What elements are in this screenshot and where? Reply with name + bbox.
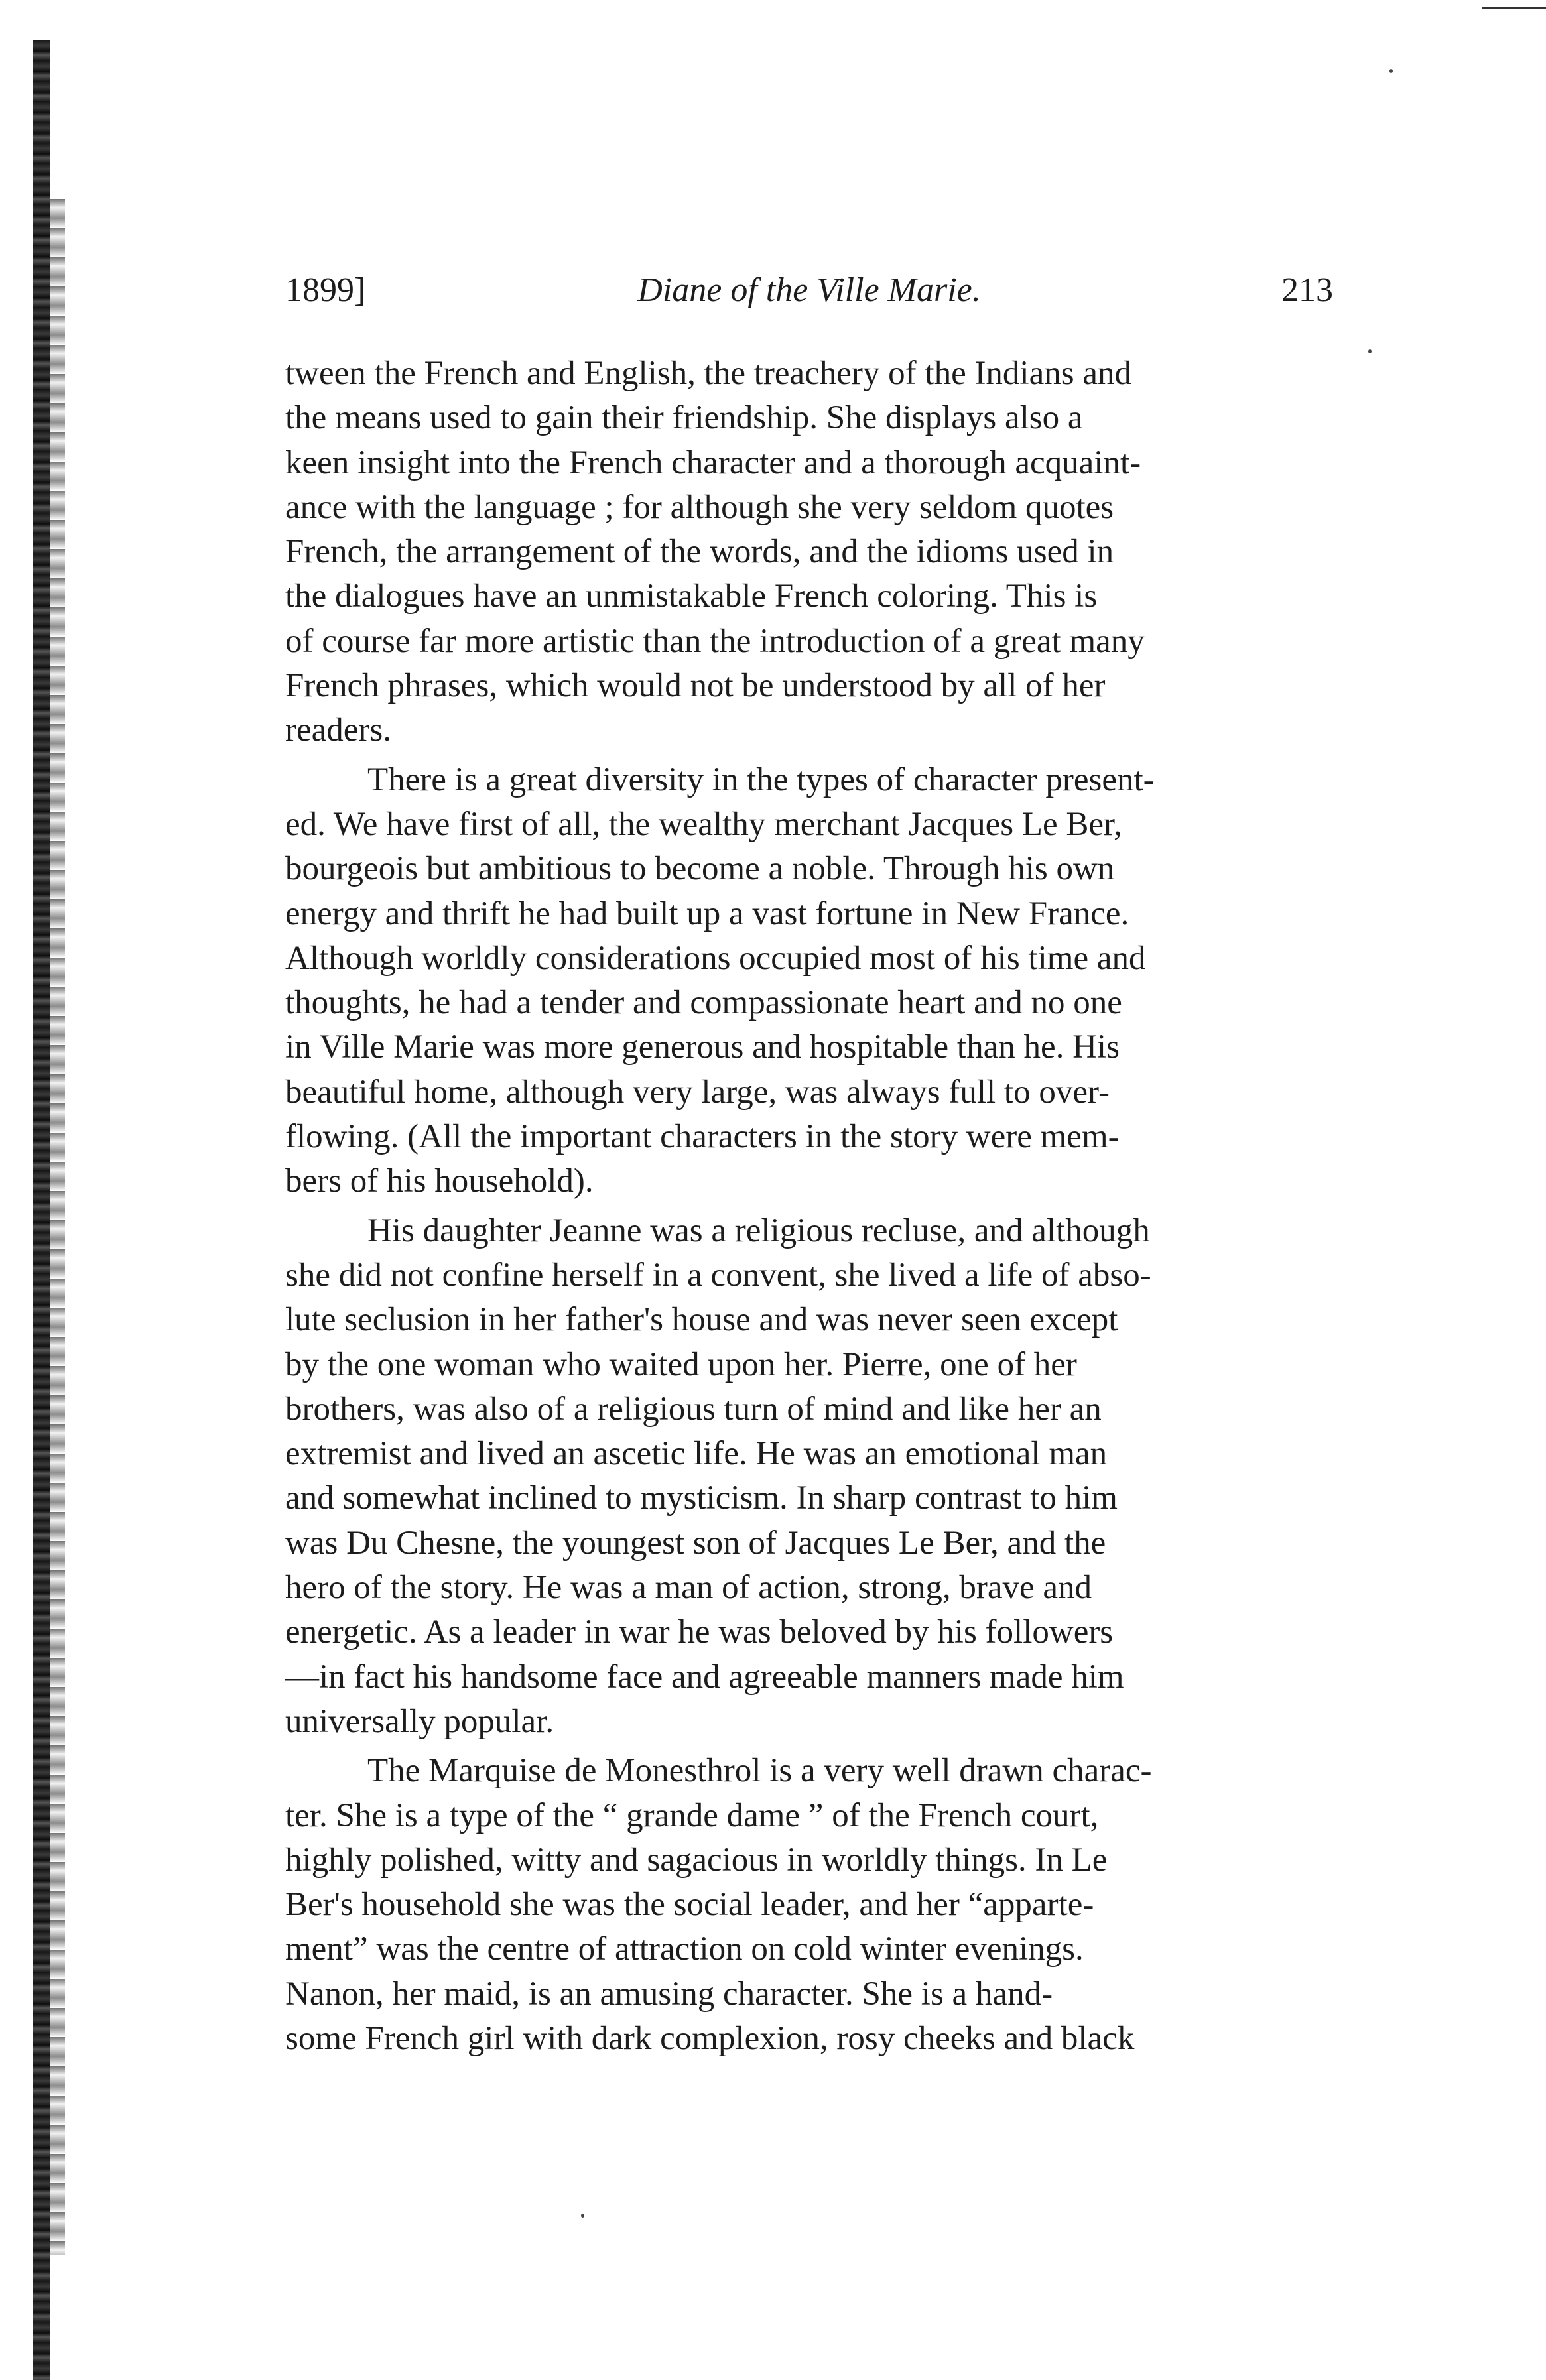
text-line: the dialogues have an unmistakable French coloring. This is <box>285 578 1098 615</box>
text-line: and somewhat inclined to mysticism. In sharp contrast to him <box>285 1479 1118 1517</box>
page-binding-fringe <box>50 199 65 2255</box>
text-line: There is a great diversity in the types of character present- <box>367 761 1155 798</box>
text-line: highly polished, witty and sagacious in worldly things. In Le <box>285 1841 1108 1879</box>
text-line: Ber's household she was the social leader, and her “apparte- <box>285 1886 1094 1924</box>
running-head <box>285 267 1333 314</box>
text-line: flowing. (All the important characters in the story were mem- <box>285 1118 1120 1156</box>
scan-speck <box>1389 69 1393 73</box>
paragraph <box>285 758 1333 1204</box>
text-line: ed. We have first of all, the wealthy merchant Jacques Le Ber, <box>285 805 1122 843</box>
text-line: —in fact his handsome face and agreeable manners made him <box>285 1658 1124 1696</box>
text-line: readers. <box>285 712 391 749</box>
text-line: Nanon, her maid, is an amusing character. She is a hand- <box>285 1975 1053 2013</box>
scan-corner-rule <box>1482 7 1546 9</box>
text-line: keen insight into the French character and a thorough acquaint- <box>285 444 1141 481</box>
text-line: hero of the story. He was a man of action, strong, brave and <box>285 1569 1092 1607</box>
text-line: ance with the language ; for although she very seldom quotes <box>285 488 1114 526</box>
text-line: tween the French and English, the treachery of the Indians and <box>285 355 1131 392</box>
text-line: ment” was the centre of attraction on cold winter evenings. <box>285 1930 1084 1968</box>
text-line: some French girl with dark complexion, rosy cheeks and black <box>285 2019 1135 2057</box>
text-line: was Du Chesne, the youngest son of Jacques Le Ber, and the <box>285 1524 1106 1562</box>
text-line: brothers, was also of a religious turn of mind and like her an <box>285 1390 1102 1428</box>
text-line: beautiful home, although very large, was always full to over- <box>285 1073 1110 1111</box>
page-binding-shadow <box>33 40 50 2380</box>
paragraph <box>285 1209 1333 1745</box>
text-line: French, the arrangement of the words, and the idioms used in <box>285 533 1114 571</box>
paragraph <box>285 351 1333 753</box>
text-line: she did not confine herself in a convent, she lived a life of abso- <box>285 1256 1151 1294</box>
text-line: The Marquise de Monesthrol is a very well drawn charac- <box>367 1752 1152 1790</box>
scan-speck <box>1368 349 1372 353</box>
text-line: universally popular. <box>285 1702 554 1740</box>
text-line: of course far more artistic than the introduction of a great many <box>285 622 1145 660</box>
running-head-title: Diane of the Ville Marie. <box>637 271 981 309</box>
text-line: French phrases, which would not be understood by all of her <box>285 667 1106 705</box>
text-line: lute seclusion in her father's house and was never seen except <box>285 1301 1118 1339</box>
page-number: 213 <box>1281 271 1333 309</box>
text-line: energetic. As a leader in war he was beloved by his followers <box>285 1613 1114 1651</box>
text-line: extremist and lived an ascetic life. He was an emotional man <box>285 1435 1108 1473</box>
text-line: by the one woman who waited upon her. Pierre, one of her <box>285 1346 1077 1383</box>
scan-speck <box>581 2214 584 2218</box>
body-text <box>285 351 1333 2066</box>
text-line: Although worldly considerations occupied most of his time and <box>285 939 1146 977</box>
text-line: bourgeois but ambitious to become a noble. Through his own <box>285 850 1115 888</box>
text-line: ter. She is a type of the “ grande dame ” of the French court, <box>285 1796 1099 1834</box>
text-line: the means used to gain their friendship. She displays also a <box>285 399 1083 437</box>
text-line: bers of his household). <box>285 1162 594 1200</box>
paragraph <box>285 1749 1333 2061</box>
running-head-year: 1899] <box>285 271 366 309</box>
text-line: His daughter Jeanne was a religious recluse, and although <box>367 1212 1150 1249</box>
text-line: in Ville Marie was more generous and hospitable than he. His <box>285 1029 1120 1066</box>
text-line: thoughts, he had a tender and compassionate heart and no one <box>285 984 1122 1022</box>
text-line: energy and thrift he had built up a vast fortune in New France. <box>285 895 1129 932</box>
